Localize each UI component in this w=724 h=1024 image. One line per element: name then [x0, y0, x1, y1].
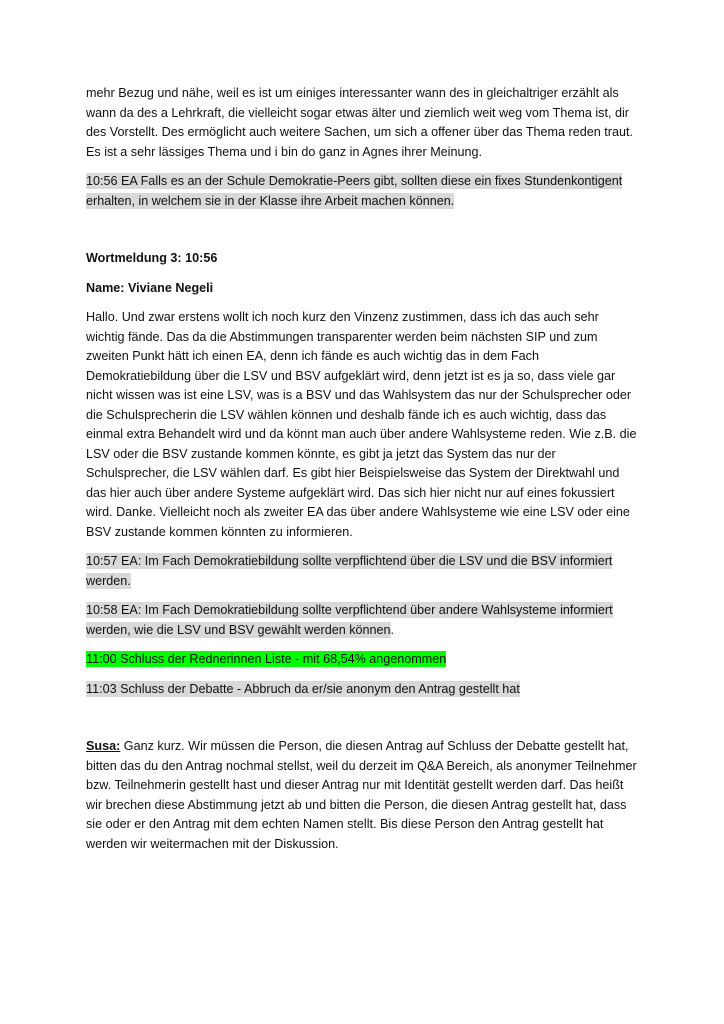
note-1058-paragraph — [86, 601, 638, 640]
note-1057-highlight: 10:57 EA: Im Fach Demokratiebildung sollte verpflichtend über die LSV und die BSV informiert werden. — [86, 554, 613, 588]
section-spacer — [86, 221, 638, 249]
viviane-paragraph: Hallo. Und zwar erstens wollt ich noch kurz den Vinzenz zustimmen, dass ich das auch sehr wichtig fände. Das da die Abstimmungen transparenter werden beim nächsten SIP und zum zweiten Punkt hätt ich einen EA, denn ich fände es auch wichtig das in dem Fach Demokratiebildung über die LSV und BSV aufgeklärt wird, denn jetzt ist es ja so, dass viele gar nicht wissen was ist eine LSV, was is a BSV und das Wahlsystem das nur der Schulsprecher oder die Schulsprecherin die LSV wählen können und deshalb fände ich es auch wichtig, dass das einmal extra Behandelt wird und da könnt man auch über andere Wahlsysteme reden. Wie z.B. die LSV oder die BSV zustande kommen könnte, es gibt ja jetzt das System das nur der Schulsprecher, die LSV wählen darf. Es gibt hier Beispielsweise das System der Direktwahl und das hier auch über andere Systeme aufgeklärt wird. Das sich hier nicht nur auf eines fokussiert wird. Danke. Vielleicht noch als zweiter EA das über andere Wahlsysteme wie eine LSV oder eine BSV zustande kommen könnten zu informieren. — [86, 310, 637, 539]
section-spacer-2 — [86, 709, 638, 737]
note-1100-paragraph — [86, 650, 638, 670]
note-1057-paragraph — [86, 552, 638, 591]
susa-paragraph — [86, 737, 638, 854]
intro-paragraph: mehr Bezug und nähe, weil es ist um einiges interessanter wann des in gleichaltriger erzählt als wann da des a Lehrkraft, die vielleicht sogar etwas älter und ziemlich weit weg vom Thema ist, dir des Vorstellt. Des ermöglicht auch weitere Sachen, um sich a offener über das Thema reden traut. Es ist a sehr lässiges Thema und i bin do ganz in Agnes ihrer Meinung. — [86, 86, 633, 159]
note-1103-paragraph — [86, 680, 638, 700]
speaker-name-heading: Name: Viviane Negeli — [86, 280, 214, 295]
note-1103-highlight: 11:03 Schluss der Debatte - Abbruch da er/sie anonym den Antrag gestellt hat — [86, 681, 520, 696]
note-1058-highlight: 10:58 EA: Im Fach Demokratiebildung sollte verpflichtend über andere Wahlsysteme informiert werden, wie die LSV und BSV gewählt werden können — [86, 603, 613, 637]
note-1100-highlight: 11:00 Schluss der Rednerinnen Liste - mit 68,54% angenommen — [86, 652, 447, 666]
note-1058-period: . — [390, 622, 395, 637]
susa-speaker-label: Susa: — [86, 739, 121, 753]
susa-text: Ganz kurz. Wir müssen die Person, die diesen Antrag auf Schluss der Debatte gestellt hat, bitten das du den Antrag nochmal stellst, weil du derzeit im Q&A Bereich, als anonymer Teilnehmer bzw. Teilnehmerin gestellt hast und dieser Antrag nur mit Identität gestellt werden darf. Das heißt wir brechen diese Abstimmung jetzt ab und bitten die Person, die diesen Antrag gestellt hat, dass sie oder er den Antrag mit dem echten Namen stellt. Bis diese Person den Antrag gestellt hat werden wir weitermachen mit der Diskussion. — [86, 739, 637, 851]
note-1056-highlight: 10:56 EA Falls es an der Schule Demokratie-Peers gibt, sollten diese ein fixes Stundenkontigent erhalten, in welchem sie in der Klasse ihre Arbeit machen können. — [86, 174, 623, 208]
note-1056-paragraph — [86, 172, 638, 211]
wortmeldung-heading: Wortmeldung 3: 10:56 — [86, 251, 218, 265]
